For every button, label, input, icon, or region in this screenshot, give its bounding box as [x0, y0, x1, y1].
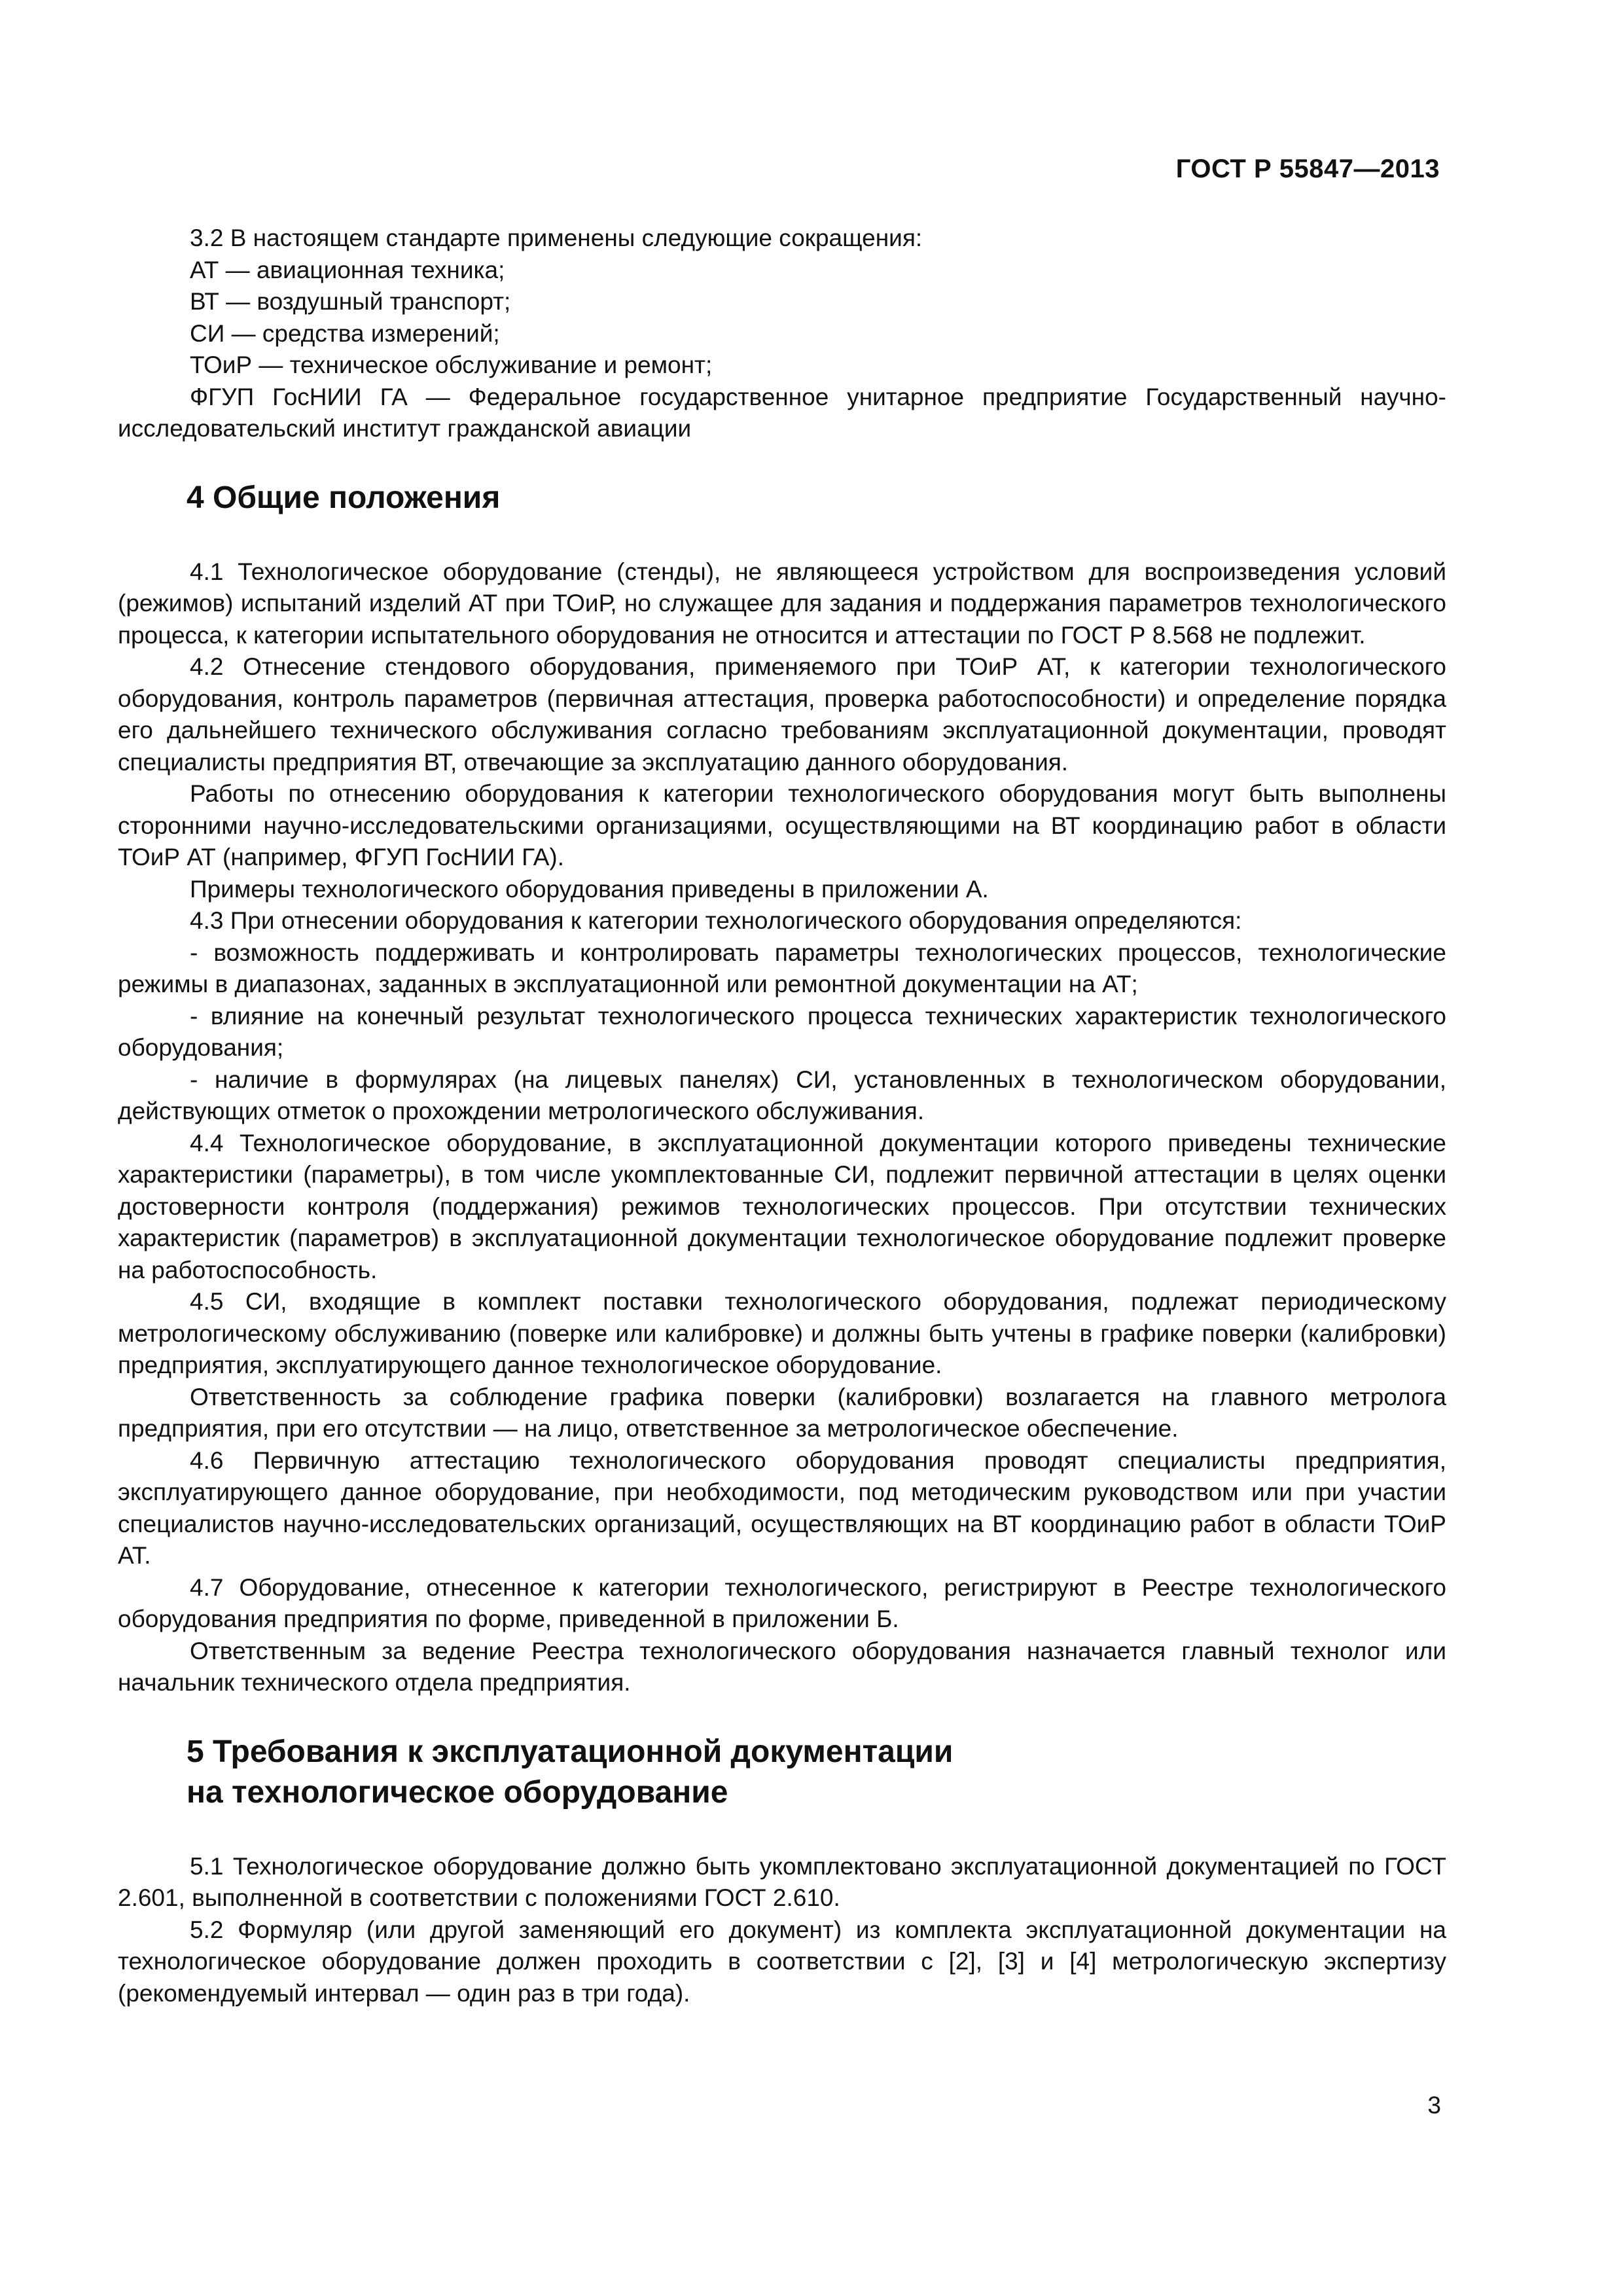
list-item-4-3-c: - наличие в формулярах (на лицевых панелях) СИ, установленных в технологическом оборудовании, действующих отметок о прохождении метрологического обслуживания.: [118, 1066, 1446, 1124]
paragraph-4-1: 4.1 Технологическое оборудование (стенды), не являющееся устройством для воспроизведения условий (режимов) испытаний изделий АТ при ТОиР, но служащее для задания и поддержания параметров технологического процесса, к категории испытательного оборудования не относится и аттестации по ГОСТ Р 8.568 не подлежит.: [118, 558, 1446, 649]
paragraph-4-3: 4.3 При отнесении оборудования к категории технологического оборудования определяются:: [190, 907, 1242, 934]
paragraph-3-2: 3.2 В настоящем стандарте применены следующие сокращения:: [190, 224, 923, 251]
paragraph-4-7-responsible: Ответственным за ведение Реестра технологического оборудования назначается главный технолог или начальник технического отдела предприятия.: [118, 1637, 1446, 1696]
abbreviation-fgup: ФГУП ГосНИИ ГА — Федеральное государственное унитарное предприятие Государственный научно-исследовательский институт гражданской авиации: [118, 383, 1446, 442]
abbreviation-vt: ВТ — воздушный транспорт;: [190, 288, 511, 315]
paragraph-4-7: 4.7 Оборудование, отнесенное к категории технологического, регистрируют в Реестре технологического оборудования предприятия по форме, приведенной в приложении Б.: [118, 1573, 1446, 1632]
page-number: 3: [1427, 2092, 1441, 2119]
section-5-heading-line-1: 5 Требования к эксплуатационной документации: [187, 1734, 954, 1769]
paragraph-5-1: 5.1 Технологическое оборудование должно быть укомплектовано эксплуатационной документацией по ГОСТ 2.601, выполненной в соответствии с положениями ГОСТ 2.610.: [118, 1852, 1446, 1911]
section-5-heading: [118, 1732, 1446, 1813]
abbreviation-toir: ТОиР — техническое обслуживание и ремонт;: [190, 351, 713, 378]
paragraph-4-2: 4.2 Отнесение стендового оборудования, применяемого при ТОиР АТ, к категории технологического оборудования, контроль параметров (первичная аттестация, проверка работоспособности) и определение порядка его дальнейшего технического обслуживания согласно требованиям эксплуатационной документации, проводят специалисты предприятия ВТ, отвечающие за эксплуатацию данного оборудования.: [118, 653, 1446, 776]
section-5-heading-line-2: на технологическое оборудование: [187, 1774, 728, 1810]
paragraph-4-5: 4.5 СИ, входящие в комплект поставки технологического оборудования, подлежат периодическому метрологическому обслуживанию (поверке или калибровке) и должны быть учтены в графике поверки (калибровки) предприятия, эксплуатирующего данное технологическое оборудование.: [118, 1288, 1446, 1378]
paragraph-4-2-examples: Примеры технологического оборудования приведены в приложении А.: [190, 875, 989, 903]
list-item-4-3-a: - возможность поддерживать и контролировать параметры технологических процессов, технологические режимы в диапазонах, заданных в эксплуатационной или ремонтной документации на АТ;: [118, 939, 1446, 997]
paragraph-4-4: 4.4 Технологическое оборудование, в эксплуатационной документации которого приведены технические характеристики (параметры), в том числе укомплектованные СИ, подлежит первичной аттестации в целях оценки достоверности контроля (поддержания) режимов технологических процессов. При отсутствии технических характеристик (параметров) в эксплуатационной документации технологическое оборудование подлежит проверке на работоспособность.: [118, 1129, 1446, 1283]
abbreviation-at: АТ — авиационная техника;: [190, 256, 505, 283]
section-4-heading: 4 Общие положения: [187, 480, 501, 515]
list-item-4-3-b: - влияние на конечный результат технологического процесса технических характеристик технологического оборудования;: [118, 1002, 1446, 1061]
document-header-id: ГОСТ Р 55847—2013: [1175, 154, 1440, 183]
paragraph-4-2-works: Работы по отнесению оборудования к категории технологического оборудования могут быть выполнены сторонними научно-исследовательскими организациями, осуществляющими на ВТ координацию работ в области ТОиР АТ (например, ФГУП ГосНИИ ГА).: [118, 780, 1446, 870]
abbreviation-si: СИ — средства измерений;: [190, 319, 500, 347]
paragraph-4-5-responsibility: Ответственность за соблюдение графика поверки (калибровки) возлагается на главного метролога предприятия, при его отсутствии — на лицо, ответственное за метрологическое обеспечение.: [118, 1383, 1446, 1442]
document-body: [118, 223, 1446, 2009]
paragraph-5-2: 5.2 Формуляр (или другой заменяющий его документ) из комплекта эксплуатационной документации на технологическое оборудование должен проходить в соответствии с [2], [3] и [4] метрологическую экспертизу (рекомендуемый интервал — один раз в три года).: [118, 1916, 1446, 2007]
paragraph-4-6: 4.6 Первичную аттестацию технологического оборудования проводят специалисты предприятия, эксплуатирующего данное оборудование, при необходимости, под методическим руководством или при участии специалистов научно-исследовательских организаций, осуществляющих на ВТ координацию работ в области ТОиР АТ.: [118, 1446, 1446, 1569]
